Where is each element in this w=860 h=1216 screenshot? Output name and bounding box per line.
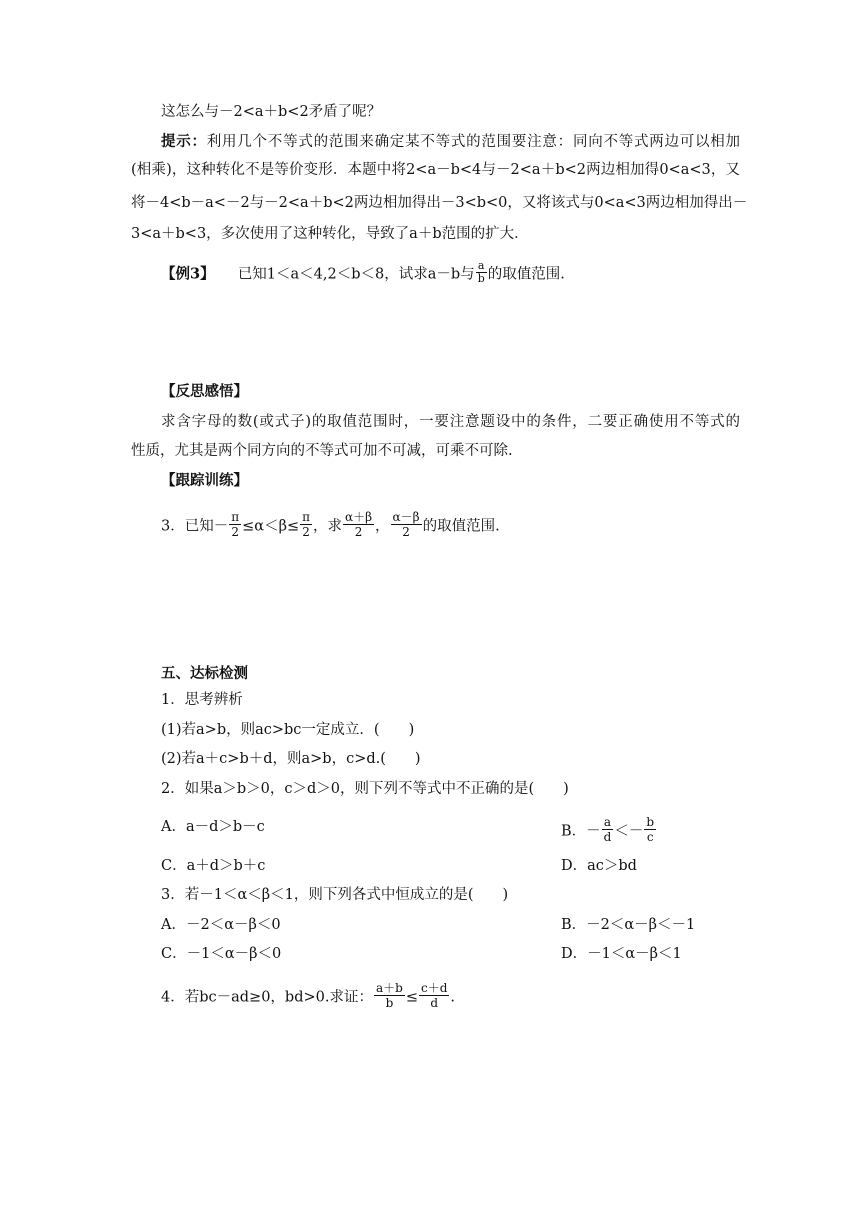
fraction-sum-over-2: $\frac{\alpha+\beta}{2}$ [345, 510, 373, 539]
paragraph-contradiction: 这怎么与－2<a＋b<2矛盾了呢？ [161, 104, 382, 120]
option-c: C．－1＜α－β＜0 [161, 946, 282, 962]
check-question-2: 2．如果a＞b＞0，c＞d＞0，则下列不等式中不正确的是( ) [161, 781, 569, 797]
question-3-options-row-2 [161, 944, 740, 964]
option-d: D．ac＞bd [561, 858, 637, 874]
check-question-4: 4．若bc－ad≥0，bd>0.求证： $\frac{a+b}{b}$ ≤ $\frac{c+d}{d}$ . [161, 981, 455, 1010]
fraction-a-plus-b-over-b: $\frac{a+b}{b}$ [375, 981, 403, 1010]
question-3-options-row-1 [161, 915, 740, 935]
fraction-b-over-c: $\frac{b}{c}$ [646, 815, 655, 844]
practice-question-3: 3．已知－ $\frac{\pi}{2}$ ≤α＜β≤ $\frac{\pi}{2}$ ，求 $\frac{\alpha+\beta}{2}$ ， $\frac{\alpha-\beta}{2}$ 的取值范围. [161, 510, 500, 539]
example-label: 【例3】 [161, 265, 215, 283]
reflection-line-1: 求含字母的数(或式子)的取值范围时，一要注意题设中的条件，二要正确使用不等式的 [161, 414, 740, 430]
example-3: 【例3】 已知1＜a＜4,2＜b＜8，试求a－b与 $\frac{a}{b}$ 的取值范围. [161, 259, 565, 285]
hint-line-2: (相乘)，这种转化不是等价变形．本题中将2<a－b<4与－2<a＋b<2两边相加得0<a<3，又 [131, 162, 740, 178]
check-question-3: 3．若－1＜α＜β＜1，则下列各式中恒成立的是( ) [161, 887, 509, 903]
hint-line-4: 3<a＋b<3，多次使用了这种转化，导致了a＋b范围的扩大． [131, 226, 529, 242]
fraction-diff-over-2: $\frac{\alpha-\beta}{2}$ [392, 510, 420, 539]
fraction-pi-over-2: $\frac{\pi}{2}$ [231, 510, 240, 539]
question-2-options-row-1 [161, 815, 740, 844]
hint-line-1: 提示：利用几个不等式的范围来确定某不等式的范围要注意：同向不等式两边可以相加 [161, 133, 741, 150]
question-2-options-row-2 [161, 856, 740, 876]
practice-heading: 【跟踪训练】 [161, 472, 248, 489]
option-d: D．－1＜α－β＜1 [561, 946, 682, 962]
fraction-a-over-d: $\frac{a}{d}$ [603, 815, 612, 844]
reflection-line-2: 性质，尤其是两个同方向的不等式可加不可减，可乘不可除. [131, 443, 513, 459]
check-question-1: 1．思考辨析 [161, 692, 243, 708]
check-question-1-2: (2)若a＋c>b＋d，则a>b，c>d.( ) [161, 751, 421, 767]
fraction-a-over-b: $\frac{a}{b}$ [477, 259, 485, 285]
fraction-c-plus-d-over-d: $\frac{c+d}{d}$ [420, 981, 448, 1010]
check-question-1-1: (1)若a>b，则ac>bc一定成立．( ) [161, 722, 415, 738]
section-5-heading: 五、达标检测 [161, 665, 248, 682]
hint-line-3: 将－4<b－a<－2与－2<a＋b<2两边相加得出－3<b<0，又将该式与0<a<3两边相加得出－ [131, 195, 748, 211]
fraction-pi-over-2: $\frac{\pi}{2}$ [302, 510, 310, 539]
option-c: C．a＋d＞b＋c [161, 858, 266, 874]
option-b: B．－2＜α－β＜－1 [561, 917, 696, 933]
reflection-heading: 【反思感悟】 [161, 383, 248, 400]
hint-label: 提示： [161, 133, 207, 150]
option-b: B．－ $\frac{a}{d}$ ＜－ $\frac{b}{c}$ [561, 815, 655, 844]
option-a: A．a－d＞b－c [161, 819, 265, 835]
option-a: A．－2＜α－β＜0 [161, 917, 281, 933]
